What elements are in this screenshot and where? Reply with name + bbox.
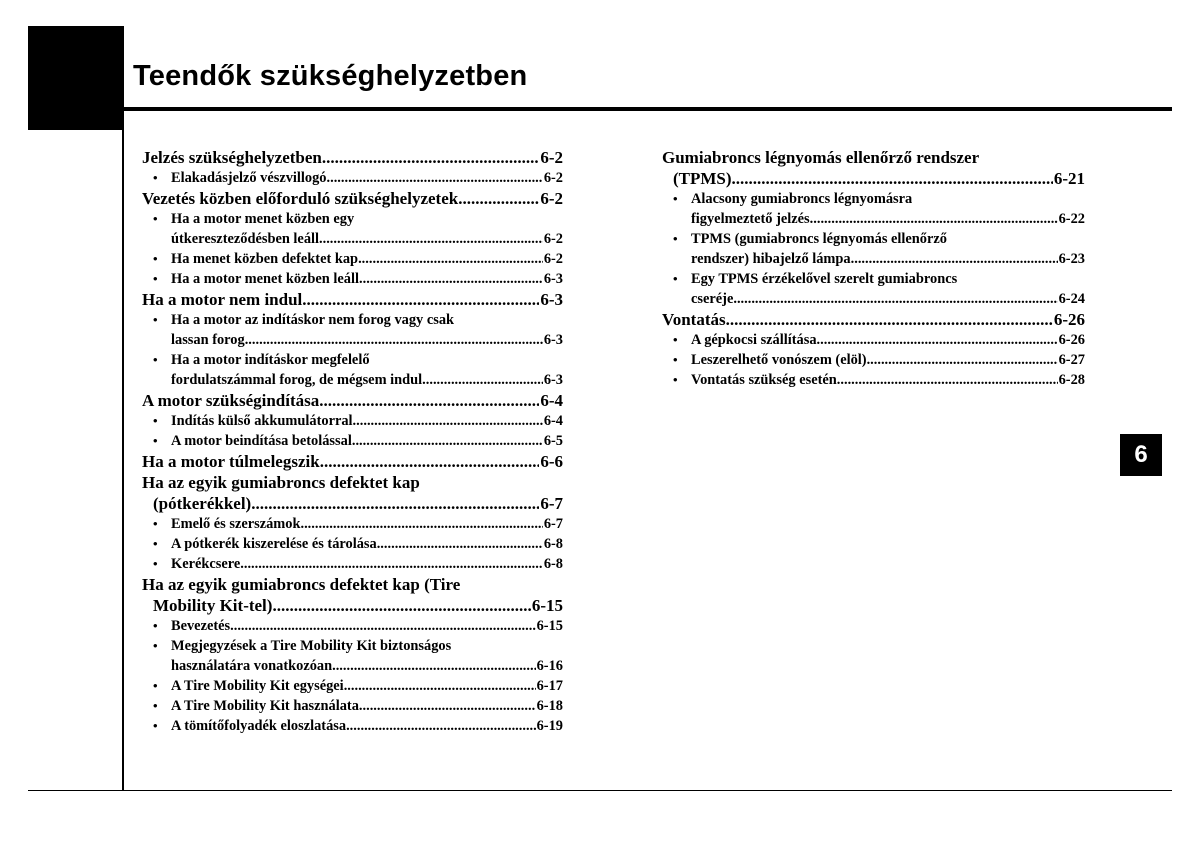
toc-subentry[interactable] [662, 289, 1085, 309]
toc-subentry-page: 6-26 [1058, 332, 1085, 348]
bullet-icon: • [153, 698, 158, 713]
toc-entry[interactable] [142, 188, 563, 209]
toc-subentry-line[interactable]: • Egy TPMS érzékelővel szerelt gumiabroncs [673, 271, 958, 287]
toc-subentry-page: 6-19 [536, 718, 563, 734]
toc-subentry-label: Bevezetés [171, 618, 231, 634]
bottom-rule [28, 790, 1172, 791]
toc-entry-label: Ha a motor nem indul [142, 290, 303, 309]
toc-entry-page: 6-2 [540, 148, 563, 167]
toc-subentry-label: A Tire Mobility Kit egységei [171, 678, 344, 694]
toc-subentry-label: lassan forog [171, 332, 245, 348]
toc-subentry-page: 6-3 [543, 372, 563, 388]
toc-entry-line[interactable]: Gumiabroncs légnyomás ellenőrző rendszer [662, 148, 980, 167]
toc-entry-page: 6-21 [1053, 169, 1085, 188]
toc-subentry-page: 6-2 [543, 251, 563, 267]
toc-subentry-label: cseréje [691, 291, 734, 307]
toc-subentry-page: 6-7 [543, 516, 563, 532]
bullet-icon: • [153, 536, 158, 551]
toc-subentry-label: Kerékcsere [171, 556, 241, 572]
toc-subentry-label: A tömítőfolyadék eloszlatása [171, 718, 347, 734]
toc-subentry-label: Ha a motor menet közben leáll [171, 271, 359, 287]
toc-subentry[interactable] [142, 249, 563, 269]
bullet-icon: • [673, 352, 678, 367]
toc-entry[interactable] [142, 147, 563, 168]
bullet-icon: • [673, 372, 678, 387]
toc-subentry-page: 6-5 [543, 433, 563, 449]
toc-entry-page: 6-26 [1053, 310, 1085, 329]
toc-subentry-label: rendszer) hibajelző lámpa [691, 251, 851, 267]
toc-subentry[interactable] [662, 370, 1085, 390]
bullet-icon: • [153, 718, 158, 733]
toc-entry-line[interactable]: Ha az egyik gumiabroncs defektet kap [142, 473, 420, 492]
toc-subentry-label: Emelő és szerszámok [171, 516, 301, 532]
corner-black-block [28, 26, 124, 130]
toc-subentry[interactable] [142, 229, 563, 249]
bullet-icon: • [153, 516, 158, 531]
toc-subentry-line[interactable]: • TPMS (gumiabroncs légnyomás ellenőrző [673, 231, 947, 247]
toc-subentry-line[interactable]: • Ha a motor indításkor megfelelő [153, 352, 370, 368]
bullet-icon: • [153, 352, 158, 367]
toc-subentry-label: A motor beindítása betolással [171, 433, 352, 449]
left-margin-rule [122, 107, 124, 791]
toc-subentry-page: 6-27 [1058, 352, 1085, 368]
toc-subentry-label: A Tire Mobility Kit használata [171, 698, 359, 714]
bullet-icon: • [153, 433, 158, 448]
toc-subentry[interactable] [142, 269, 563, 289]
toc-subentry[interactable] [142, 676, 563, 696]
toc-subentry-label: Elakadásjelző vészvillogó [171, 170, 327, 186]
bullet-icon: • [673, 332, 678, 347]
toc-subentry-page: 6-3 [543, 332, 563, 348]
bullet-icon: • [673, 231, 678, 246]
toc-subentry[interactable] [142, 431, 563, 451]
bullet-icon: • [153, 413, 158, 428]
bullet-icon: • [153, 211, 158, 226]
toc-subentry-label: útkereszteződésben leáll [171, 231, 320, 247]
toc-subentry[interactable] [142, 696, 563, 716]
toc-subentry-label: A pótkerék kiszerelése és tárolása [171, 536, 377, 552]
toc-subentry-line[interactable]: • Ha a motor menet közben egy [153, 211, 355, 227]
toc-entry-page: 6-4 [540, 391, 563, 410]
toc-subentry[interactable] [142, 554, 563, 574]
toc-left-column [142, 147, 563, 736]
toc-entry-page: 6-7 [540, 494, 563, 513]
toc-entry[interactable] [662, 168, 1085, 189]
bullet-icon: • [153, 556, 158, 571]
toc-entry-page: 6-15 [531, 596, 563, 615]
toc-entry[interactable] [142, 595, 563, 616]
toc-right-column [662, 147, 1085, 390]
toc-entry-label: Jelzés szükséghelyzetben [142, 148, 322, 167]
toc-subentry-label: Indítás külső akkumulátorral [171, 413, 353, 429]
toc-entry[interactable] [662, 309, 1085, 330]
bullet-icon: • [153, 271, 158, 286]
toc-subentry-label: fordulatszámmal forog, de mégsem indul [171, 372, 423, 388]
toc-entry-label: A motor szükségindítása [142, 391, 320, 410]
toc-entry-label: Vontatás [662, 310, 726, 329]
toc-entry-page: 6-2 [540, 189, 563, 208]
toc-entry-label: Ha a motor túlmelegszik [142, 452, 320, 471]
toc-subentry-label: használatára vonatkozóan [171, 658, 333, 674]
toc-subentry-label: figyelmeztető jelzés [691, 211, 810, 227]
toc-subentry-page: 6-3 [543, 271, 563, 287]
toc-subentry[interactable] [142, 716, 563, 736]
toc-entry-label: Vezetés közben előforduló szükséghelyzetek [142, 189, 459, 208]
bullet-icon: • [153, 678, 158, 693]
toc-entry-page: 6-6 [540, 452, 563, 471]
toc-entry[interactable] [142, 390, 563, 411]
toc-subentry-page: 6-18 [536, 698, 563, 714]
toc-subentry[interactable] [142, 534, 563, 554]
toc-subentry-page: 6-22 [1058, 211, 1085, 227]
toc-subentry[interactable] [142, 330, 563, 350]
toc-entry[interactable] [142, 493, 563, 514]
bullet-icon: • [153, 312, 158, 327]
toc-entry-page: 6-3 [540, 290, 563, 309]
bullet-icon: • [673, 191, 678, 206]
toc-entry[interactable] [142, 451, 563, 472]
toc-subentry[interactable] [142, 656, 563, 676]
toc-subentry-page: 6-8 [543, 556, 563, 572]
toc-subentry-page: 6-24 [1058, 291, 1085, 307]
toc-subentry-page: 6-15 [536, 618, 563, 634]
bullet-icon: • [153, 251, 158, 266]
toc-entry-line[interactable]: Ha az egyik gumiabroncs defektet kap (Tire [142, 575, 461, 594]
toc-subentry-page: 6-2 [543, 231, 563, 247]
bullet-icon: • [153, 170, 158, 185]
toc-subentry-page: 6-8 [543, 536, 563, 552]
toc-subentry[interactable] [662, 209, 1085, 229]
toc-subentry-page: 6-16 [536, 658, 563, 674]
toc-subentry-line[interactable]: • Megjegyzések a Tire Mobility Kit biztonságos [153, 638, 452, 654]
toc-subentry[interactable] [662, 330, 1085, 350]
toc-subentry-line[interactable]: • Alacsony gumiabroncs légnyomásra [673, 191, 913, 207]
toc-subentry-label: Ha menet közben defektet kap [171, 251, 359, 267]
chapter-tab[interactable]: 6 [1120, 434, 1162, 476]
toc-subentry-label: Leszerelhető vonószem (elöl) [691, 352, 867, 368]
toc-subentry[interactable] [142, 616, 563, 636]
toc-subentry-page: 6-28 [1058, 372, 1085, 388]
toc-entry-label: Mobility Kit-tel) [153, 596, 273, 615]
bullet-icon: • [673, 271, 678, 286]
toc-entry-label: (TPMS) [673, 169, 732, 188]
toc-subentry-page: 6-23 [1058, 251, 1085, 267]
toc-subentry[interactable] [142, 514, 563, 534]
page-title: Teendők szükséghelyzetben [133, 60, 528, 92]
toc-entry-label: (pótkerékkel) [153, 494, 252, 513]
toc-subentry[interactable] [662, 249, 1085, 269]
toc-subentry[interactable] [142, 411, 563, 431]
toc-subentry[interactable] [142, 370, 563, 390]
toc-subentry-line[interactable]: • Ha a motor az indításkor nem forog vagy csak [153, 312, 455, 328]
toc-subentry[interactable] [142, 168, 563, 188]
title-underline [124, 107, 1172, 111]
bullet-icon: • [153, 618, 158, 633]
bullet-icon: • [153, 638, 158, 653]
toc-subentry-label: Vontatás szükség esetén [691, 372, 837, 388]
toc-subentry-page: 6-4 [543, 413, 563, 429]
toc-subentry[interactable] [662, 350, 1085, 370]
toc-entry[interactable] [142, 289, 563, 310]
toc-subentry-page: 6-17 [536, 678, 563, 694]
toc-subentry-label: A gépkocsi szállítása [691, 332, 817, 348]
toc-subentry-page: 6-2 [543, 170, 563, 186]
